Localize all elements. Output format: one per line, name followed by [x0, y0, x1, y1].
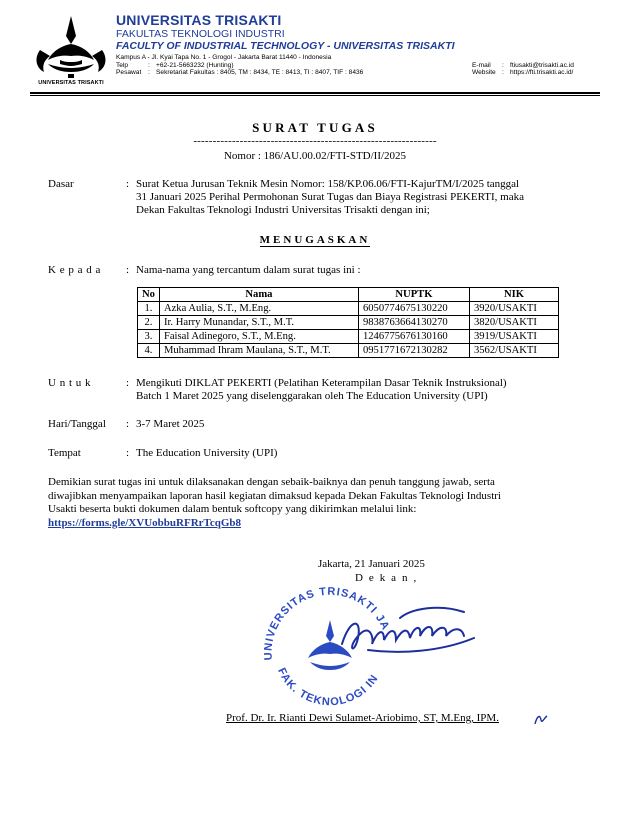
dekan-title: D e k a n ,: [355, 572, 418, 584]
university-logo: [30, 14, 112, 94]
untuk-line: Mengikuti DIKLAT PEKERTI (Pelatihan Keterampilan Dasar Teknik Instruksional): [136, 377, 507, 389]
table-row: [138, 302, 559, 316]
colon: :: [126, 178, 130, 190]
table-row: [138, 330, 559, 344]
cell-no: 1.: [138, 302, 160, 316]
dasar-line: 31 Januari 2025 Perihal Permohonan Surat Tugas dan Biaya Registrasi PEKERTI, maka: [136, 191, 524, 203]
place-date: Jakarta, 21 Januari 2025: [318, 558, 425, 570]
colon: :: [502, 61, 504, 69]
letterhead-rule: [30, 92, 600, 94]
table-header-row: [138, 288, 559, 302]
stamp-text-top: UNIVERSITAS TRISAKTI JA: [262, 585, 392, 661]
tempat-value: The Education University (UPI): [136, 447, 278, 459]
cell-nuptk: 6050774675130220: [358, 302, 469, 316]
cell-name: Ir. Harry Munandar, S.T., M.T.: [159, 316, 358, 330]
address: Kampus A - Jl. Kyai Tapa No. 1 - Grogol - Jakarta Barat 11440 - Indonesia: [116, 54, 332, 61]
dasar-line: Dekan Fakultas Teknologi Industri Universitas Trisakti dengan ini;: [136, 204, 430, 216]
table-row: [138, 316, 559, 330]
website-value: https://fti.trisakti.ac.id/: [510, 69, 574, 77]
closing-line: Demikian surat tugas ini untuk dilaksanakan dengan sebaik-baiknya dan penuh tanggung jawab, serta: [48, 476, 495, 488]
tempat-label: Tempat: [48, 447, 81, 459]
cell-name: Azka Aulia, S.T., M.Eng.: [159, 302, 358, 316]
cell-nik: 3820/USAKTI: [469, 316, 558, 330]
col-header-nik: NIK: [469, 288, 558, 302]
col-header-nuptk: NUPTK: [358, 288, 469, 302]
stamp-and-signature-icon: [250, 578, 490, 718]
table-row: [138, 344, 559, 358]
university-name: UNIVERSITAS TRISAKTI: [116, 12, 282, 28]
colon: :: [126, 447, 130, 459]
closing-line: Usakti beserta bukti dokumen dalam bentuk softcopy yang dikirimkan melalui link:: [48, 503, 417, 515]
hari-value: 3-7 Maret 2025: [136, 418, 205, 430]
telp-value: +62-21-5663232 (Hunting): [156, 61, 234, 69]
cell-name: Faisal Adinegoro, S.T., M.Eng.: [159, 330, 358, 344]
title-divider: ---------------------------------------------------------------: [193, 135, 437, 147]
dasar-label: Dasar: [48, 178, 74, 190]
cell-no: 2.: [138, 316, 160, 330]
dasar-line: Surat Ketua Jurusan Teknik Mesin Nomor: 158/KP.06.06/FTI-KajurTM/I/2025 tanggal: [136, 178, 520, 190]
trisakti-emblem-icon: [30, 14, 112, 80]
col-header-name: Nama: [159, 288, 358, 302]
cell-no: 4.: [138, 344, 160, 358]
cell-name: Muhammad Ihram Maulana, S.T., M.T.: [159, 344, 358, 358]
document-number: Nomor : 186/AU.00.02/FTI-STD/II/2025: [223, 150, 407, 162]
faculty-name-en: FACULTY OF INDUSTRIAL TECHNOLOGY - UNIVERSITAS TRISAKTI: [116, 40, 455, 52]
cell-nuptk: 1246775676130160: [358, 330, 469, 344]
menugaskan-heading: [0, 234, 630, 246]
assignee-table: [137, 287, 559, 358]
faculty-stamp: [250, 578, 490, 718]
cell-nuptk: 9838763664130270: [358, 316, 469, 330]
kepada-text: Nama-nama yang tercantum dalam surat tugas ini :: [136, 264, 361, 276]
cell-nik: 3562/USAKTI: [469, 344, 558, 358]
colon: :: [126, 418, 130, 430]
logo-caption: UNIVERSITAS TRISAKTI: [38, 80, 104, 86]
cell-nuptk: 0951771672130282: [358, 344, 469, 358]
dasar-text: [136, 178, 572, 217]
closing-paragraph: [48, 476, 572, 530]
cell-nik: 3919/USAKTI: [469, 330, 558, 344]
kepada-label: K e p a d a: [48, 264, 101, 276]
closing-line: diwajibkan menyampaikan laporan hasil kegiatan dimaksud kepada Dekan Fakultas Teknologi Industri: [48, 489, 501, 502]
menugaskan-text: MENUGASKAN: [259, 234, 371, 246]
faculty-name-id: FAKULTAS TEKNOLOGI INDUSTRI: [116, 28, 285, 40]
pesawat-value: Sekretariat Fakultas : 8405, TM : 8434, TE : 8413, TI : 8407, TIF : 8436: [156, 69, 364, 77]
colon: :: [126, 264, 130, 276]
stamp-text-bottom: FAK. TEKNOLOGI IN: [275, 666, 381, 709]
email-value: ftiusakti@trisakti.ac.id: [510, 61, 574, 69]
document-title: SURAT TUGAS: [252, 120, 378, 135]
telp-label: Telp: [116, 61, 129, 69]
colon: :: [126, 377, 130, 389]
colon: :: [502, 69, 504, 77]
untuk-line: Batch 1 Maret 2025 yang diselenggarakan oleh The Education University (UPI): [136, 390, 488, 402]
col-header-no: No: [138, 288, 160, 302]
letterhead-titles: [116, 12, 600, 53]
hari-label: Hari/Tanggal: [48, 418, 106, 430]
website-label: Website: [472, 69, 496, 77]
cell-nik: 3920/USAKTI: [469, 302, 558, 316]
letterhead-contact: [116, 54, 600, 77]
signer-name: Prof. Dr. Ir. Rianti Dewi Sulamet-Ariobimo, ST, M.Eng, IPM.: [226, 712, 499, 724]
colon: :: [148, 61, 150, 69]
cell-no: 3.: [138, 330, 160, 344]
colon: :: [148, 69, 150, 77]
email-label: E-mail: [472, 61, 491, 69]
letterhead: [30, 12, 600, 96]
untuk-text: [136, 377, 572, 403]
form-link[interactable]: https://forms.gle/XVUobbuRFRrTcqGb8: [48, 516, 242, 529]
untuk-label: U n t u k: [48, 377, 91, 389]
letterhead-rule-thin: [30, 95, 600, 96]
initial-mark-icon: [532, 712, 550, 726]
pesawat-label: Pesawat: [116, 69, 142, 77]
